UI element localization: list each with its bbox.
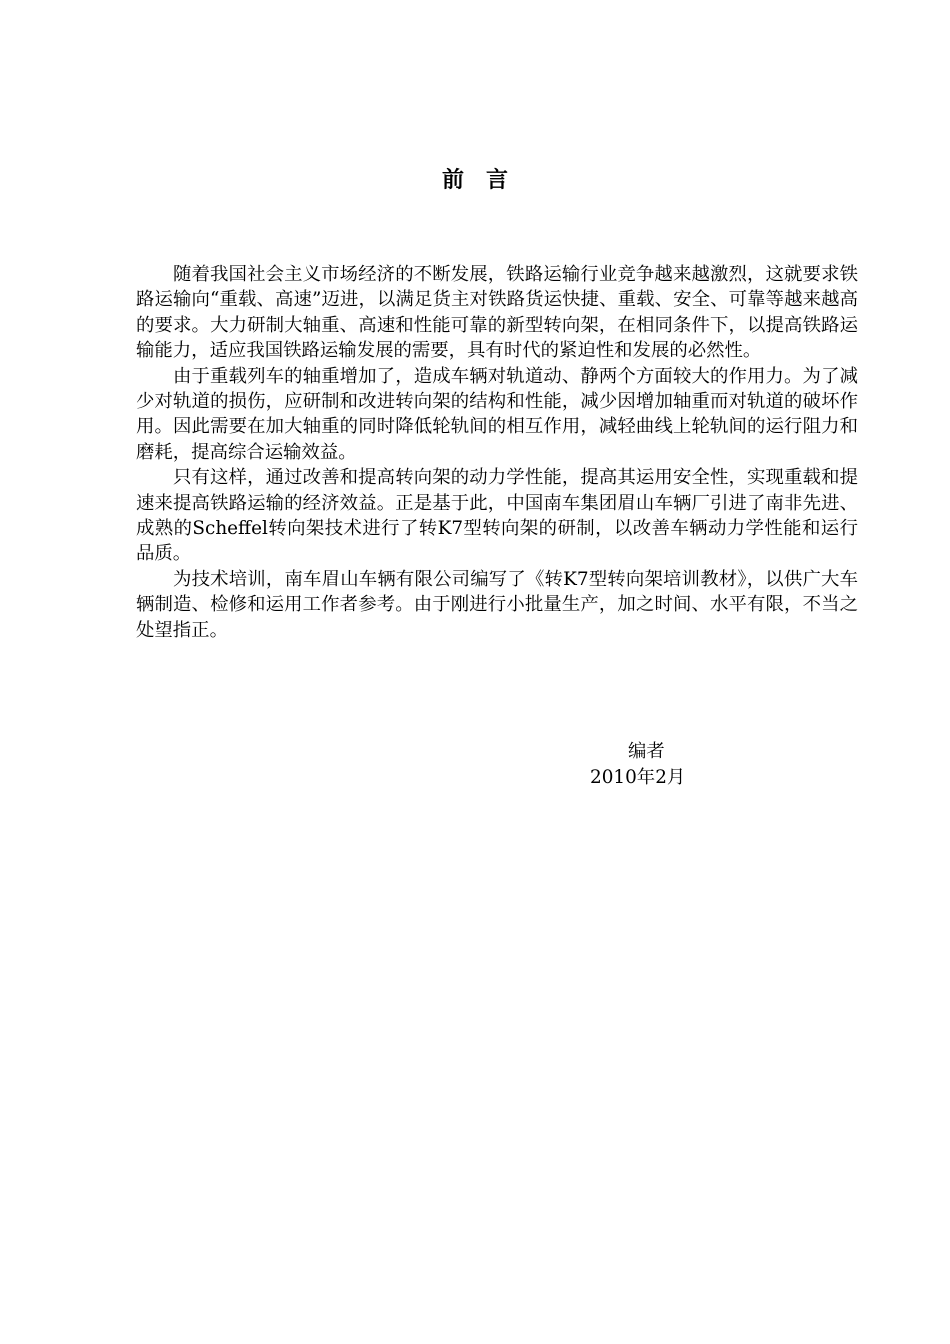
paragraph-4: 为技术培训，南车眉山车辆有限公司编写了《转K7型转向架培训教材》，以供广大车辆制造、检修和运用工作者参考。由于刚进行小批量生产，加之时间、水平有限，不当之处望指正。 [136,568,858,641]
page-title: 前言 [441,167,530,193]
paragraph-1: 随着我国社会主义市场经济的不断发展，铁路运输行业竞争越来越激烈，这就要求铁路运输向“重载、高速”迈进，以满足货主对铁路货运快捷、重载、安全、可靠等越来越高的要求。大力研制大轴重、高速和性能可靠的新型转向架，在相同条件下，以提高铁路运输能力，适应我国铁路运输发展的需要，具有时代的紧迫性和发展的必然性。 [136,264,858,362]
preface-body [136,262,858,643]
paragraph-3: 只有这样，通过改善和提高转向架的动力学性能，提高其运用安全性，实现重载和提速来提高铁路运输的经济效益。正是基于此，中国南车集团眉山车辆厂引进了南非先进、成熟的Scheffel转向架技术进行了转K7型转向架的研制，以改善车辆动力学性能和运行品质。 [136,467,858,565]
signature-date: 2010年2月 [590,767,686,788]
signature-author: 编者 [628,741,665,762]
paragraph-2: 由于重载列车的轴重增加了，造成车辆对轨道动、静两个方面较大的作用力。为了减少对轨道的损伤，应研制和改进转向架的结构和性能，减少因增加轴重而对轨道的破坏作用。因此需要在加大轴重的同时降低轮轨间的相互作用，减轻曲线上轮轨间的运行阻力和磨耗，提高综合运输效益。 [136,365,858,463]
